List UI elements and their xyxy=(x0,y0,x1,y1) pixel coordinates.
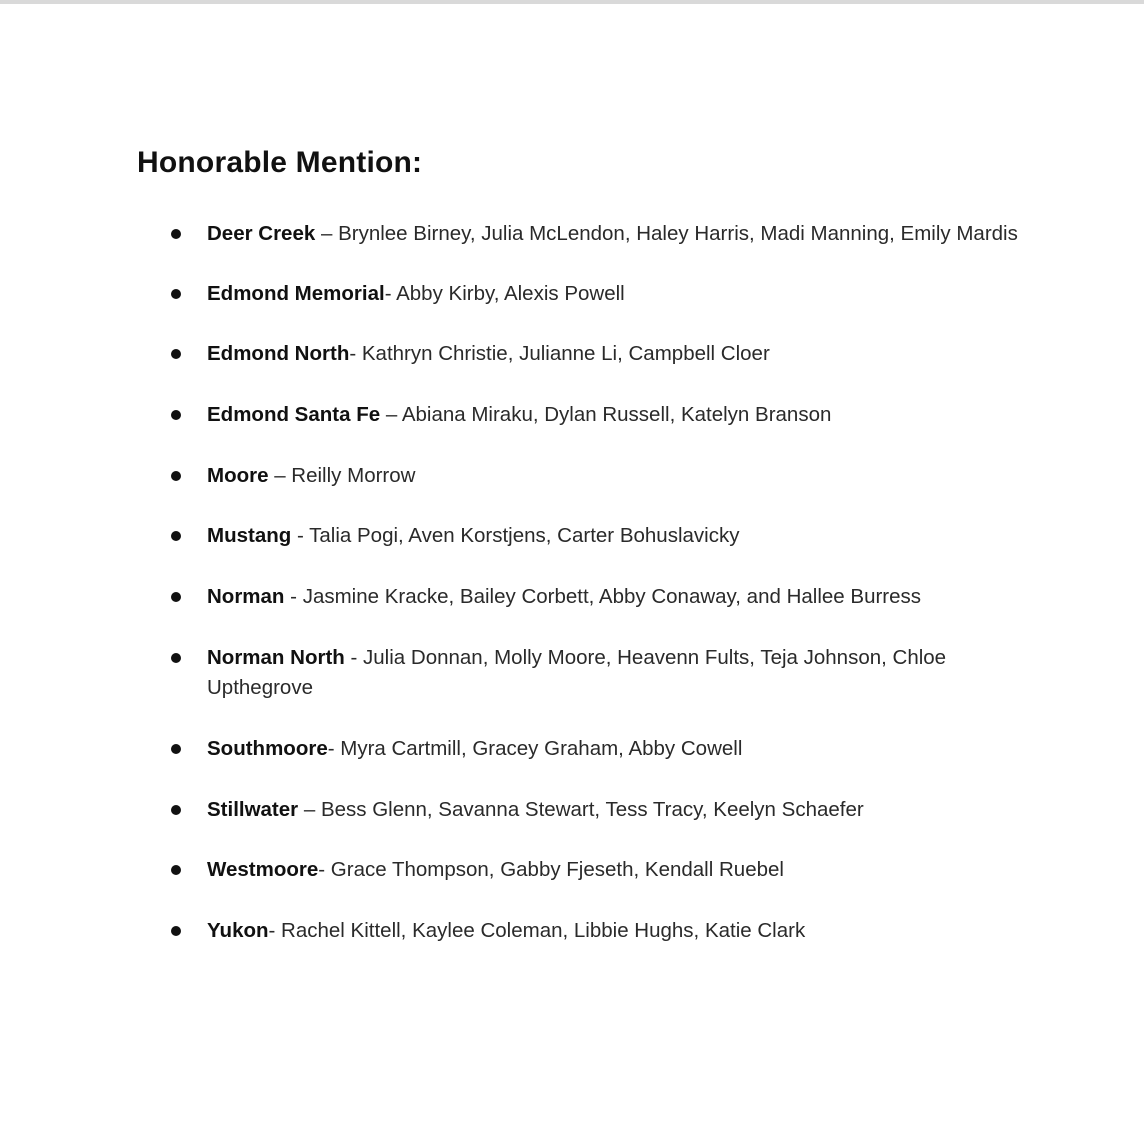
separator: - xyxy=(327,737,341,760)
school-name: Mustang xyxy=(207,524,292,547)
school-name: Edmond Memorial xyxy=(207,282,385,305)
player-names: Grace Thompson, Gabby Fjeseth, Kendall Ruebel xyxy=(330,858,784,881)
bullet-icon xyxy=(171,653,181,663)
list-item xyxy=(207,461,1067,491)
separator: – xyxy=(268,464,292,487)
bullet-icon xyxy=(171,592,181,602)
school-name: Norman North xyxy=(207,646,345,669)
player-names: Bess Glenn, Savanna Stewart, Tess Tracy, Keelyn Schaefer xyxy=(320,798,864,821)
school-name: Moore xyxy=(207,464,269,487)
bullet-icon xyxy=(171,349,181,359)
page-title: Honorable Mention: xyxy=(137,146,423,179)
school-name: Stillwater xyxy=(207,798,299,821)
school-name: Westmoore xyxy=(207,858,319,881)
list-item xyxy=(207,279,1067,309)
separator: – xyxy=(298,798,321,821)
separator: – xyxy=(380,403,402,426)
separator: - xyxy=(344,646,364,669)
school-name: Deer Creek xyxy=(207,222,316,245)
school-name: Yukon xyxy=(207,919,269,942)
player-names: Kathryn Christie, Julianne Li, Campbell Cloer xyxy=(361,342,770,365)
list-item xyxy=(207,734,1067,764)
player-names: Myra Cartmill, Gracey Graham, Abby Cowell xyxy=(340,737,743,760)
separator: - xyxy=(384,282,397,305)
bullet-icon xyxy=(171,289,181,299)
separator: - xyxy=(291,524,310,547)
bullet-icon xyxy=(171,865,181,875)
list-item xyxy=(207,855,1067,885)
list-item xyxy=(207,521,1067,551)
bullet-icon xyxy=(171,805,181,815)
separator: - xyxy=(318,858,331,881)
separator: – xyxy=(315,222,339,245)
bullet-icon xyxy=(171,531,181,541)
separator: - xyxy=(349,342,362,365)
player-names: Jasmine Kracke, Bailey Corbett, Abby Conaway, and Hallee Burress xyxy=(302,585,922,608)
school-name: Norman xyxy=(207,585,285,608)
player-names: Talia Pogi, Aven Korstjens, Carter Bohuslavicky xyxy=(309,524,740,547)
list-item xyxy=(207,795,1067,825)
list-item xyxy=(207,582,1067,612)
bullet-icon xyxy=(171,471,181,481)
list-item xyxy=(207,219,1067,249)
school-name: Edmond North xyxy=(207,342,350,365)
player-names: Rachel Kittell, Kaylee Coleman, Libbie Hughs, Katie Clark xyxy=(281,919,806,942)
separator: - xyxy=(268,919,282,942)
player-names: Julia Donnan, Molly Moore, Heavenn Fults, Teja Johnson, Chloe Upthegrove xyxy=(207,646,947,699)
bullet-icon xyxy=(171,744,181,754)
list-item xyxy=(207,916,1067,946)
bullet-icon xyxy=(171,926,181,936)
separator: - xyxy=(284,585,303,608)
bullet-icon xyxy=(171,410,181,420)
list-item xyxy=(207,643,977,703)
player-names: Brynlee Birney, Julia McLendon, Haley Harris, Madi Manning, Emily Mardis xyxy=(338,222,1018,245)
player-names: Abiana Miraku, Dylan Russell, Katelyn Branson xyxy=(401,403,832,426)
player-names: Abby Kirby, Alexis Powell xyxy=(396,282,625,305)
school-name: Edmond Santa Fe xyxy=(207,403,381,426)
list-item xyxy=(207,339,1067,369)
bullet-icon xyxy=(171,229,181,239)
school-name: Southmoore xyxy=(207,737,328,760)
player-names: Reilly Morrow xyxy=(291,464,416,487)
list-item xyxy=(207,400,1067,430)
